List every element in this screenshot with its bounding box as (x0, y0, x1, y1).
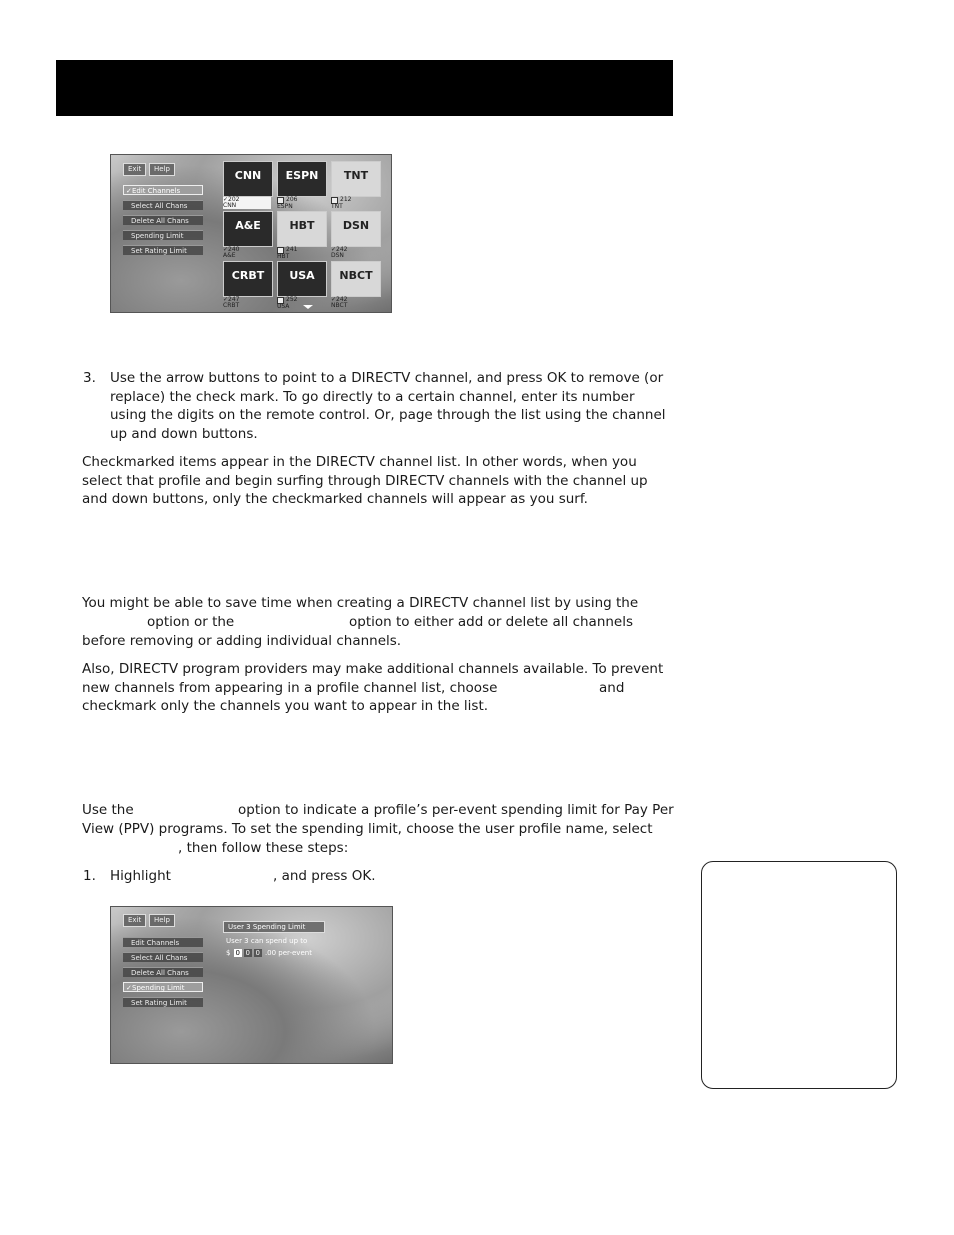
check-icon: ✓ (223, 196, 229, 203)
spending-line-2: View (PPV) programs. To set the spending limit, choose the user profile name, select (82, 821, 653, 837)
channel-number: 206 (286, 196, 298, 203)
channel-number: 242 (336, 296, 348, 303)
step-number: 1. (83, 868, 96, 884)
spending-fragment: Use the (82, 802, 134, 818)
channel-label (331, 197, 379, 209)
menu-label: Select All Chans (131, 954, 188, 962)
menu-label: Delete All Chans (131, 969, 189, 977)
channel-tile[interactable] (277, 261, 327, 297)
channel-logo: HBT (289, 219, 315, 232)
channel-label (331, 297, 379, 309)
menu-label: Edit Channels (131, 939, 180, 947)
menu-set-rating-limit[interactable] (123, 245, 203, 255)
menu-delete-all-chans[interactable] (123, 215, 203, 225)
channel-call: TNT (331, 203, 343, 210)
save-time-line-3: before removing or adding individual channels. (82, 633, 402, 649)
scroll-down-icon[interactable] (303, 305, 313, 309)
limit-description: User 3 can spend up to (226, 937, 308, 945)
spending-fragment: , then follow these steps: (178, 840, 349, 856)
channel-tile[interactable] (277, 161, 327, 197)
limit-digit[interactable]: 0 (245, 949, 250, 957)
channel-label (223, 297, 271, 309)
channel-logo: CRBT (231, 269, 265, 282)
menu-spending-limit[interactable] (123, 230, 203, 240)
panel-title: User 3 Spending Limit (223, 921, 325, 933)
channel-tile[interactable] (223, 161, 273, 197)
menu-label: Set Rating Limit (131, 999, 187, 1007)
check-icon: ✓ (223, 296, 229, 303)
channel-logo: ESPN (285, 169, 319, 182)
step-1-fragment: , and press OK. (273, 868, 376, 884)
channel-number: 242 (336, 246, 348, 253)
check-icon: ✓ (223, 246, 229, 253)
header-bar (56, 60, 673, 116)
sidebar-note-box (701, 861, 897, 1089)
channel-call: CNN (223, 202, 237, 209)
channel-tile[interactable] (277, 211, 327, 247)
check-icon: ✓ (126, 984, 132, 992)
channel-tile[interactable] (331, 211, 381, 247)
menu-edit-channels[interactable] (123, 937, 203, 947)
menu-select-all-chans[interactable] (123, 200, 203, 210)
menu-label: Delete All Chans (131, 217, 189, 225)
providers-line-1: Also, DIRECTV program providers may make additional channels available. To prevent (82, 661, 664, 677)
channel-logo: NBCT (339, 269, 373, 282)
channel-label (277, 297, 325, 309)
exit-button[interactable]: Exit (123, 163, 146, 176)
channel-logo: A&E (235, 219, 261, 232)
channel-call: USA (277, 303, 290, 310)
limit-suffix: .00 per-event (264, 949, 312, 957)
help-button[interactable]: Help (149, 163, 175, 176)
providers-fragment: and (599, 680, 625, 696)
exit-button[interactable]: Exit (123, 914, 146, 927)
limit-digit[interactable]: 0 (255, 949, 260, 957)
spending-limit-screenshot (110, 906, 393, 1064)
channel-logo: DSN (342, 219, 370, 232)
channel-call: CRBT (223, 302, 240, 309)
edit-channels-screenshot (110, 154, 392, 313)
channel-label (277, 197, 325, 209)
step-number: 3. (83, 370, 96, 386)
limit-entry-row (223, 949, 333, 957)
spending-fragment: option to indicate a profile’s per-event spending limit for Pay Per (238, 802, 674, 818)
channel-call: A&E (223, 252, 236, 259)
check-icon: ✓ (126, 187, 132, 195)
check-icon: ✓ (331, 296, 337, 303)
save-time-fragment: option to either add or delete all channels (349, 614, 634, 630)
step-1-fragment: Highlight (110, 868, 171, 884)
channel-number: 202 (228, 196, 240, 203)
channel-label (223, 197, 271, 209)
channel-logo: TNT (343, 169, 369, 182)
channel-number: 241 (286, 246, 298, 253)
menu-label: Spending Limit (132, 984, 185, 992)
menu-label: Spending Limit (131, 232, 184, 240)
menu-label: Select All Chans (131, 202, 188, 210)
limit-digit[interactable]: 0 (235, 949, 240, 957)
channel-tile[interactable] (223, 261, 273, 297)
menu-label: Set Rating Limit (131, 247, 187, 255)
channel-number: 247 (228, 296, 240, 303)
channel-logo: CNN (234, 169, 262, 182)
providers-line-3: checkmark only the channels you want to appear in the list. (82, 698, 489, 714)
check-icon: ✓ (331, 246, 337, 253)
channel-number: 240 (228, 246, 240, 253)
channel-number: 212 (340, 196, 352, 203)
save-time-line-1: You might be able to save time when creating a DIRECTV channel list by using the (82, 595, 639, 611)
menu-set-rating-limit[interactable] (123, 997, 203, 1007)
currency-symbol: $ (226, 949, 231, 957)
menu-edit-channels[interactable] (123, 185, 203, 195)
channel-tile[interactable] (331, 261, 381, 297)
help-button[interactable]: Help (149, 914, 175, 927)
channel-label (331, 247, 379, 259)
channel-call: ESPN (277, 203, 293, 210)
channel-tile[interactable] (331, 161, 381, 197)
channel-call: DSN (331, 252, 344, 259)
menu-spending-limit[interactable] (123, 982, 203, 992)
channel-call: NBCT (331, 302, 348, 309)
menu-delete-all-chans[interactable] (123, 967, 203, 977)
spending-limit-panel (223, 921, 333, 957)
checkmarked-paragraph: Checkmarked items appear in the DIRECTV channel list. In other words, when you select that profile and begin surfing through DIRECTV channels with the channel up and down buttons, only the checkmarked channels will appear as you surf. (82, 454, 648, 508)
step-3-text: Use the arrow buttons to point to a DIRECTV channel, and press OK to remove (or replace) the check mark. To go directly to a certain channel, enter its number using the digits on the remote control. Or, page through the list using the channel up and down buttons. (110, 370, 666, 443)
save-time-fragment: option or the (147, 614, 235, 630)
channel-number: 252 (286, 296, 298, 303)
menu-label: Edit Channels (132, 187, 181, 195)
channel-label (223, 247, 271, 259)
channel-call: HBT (277, 253, 290, 260)
channel-tile[interactable] (223, 211, 273, 247)
channel-label (277, 247, 325, 259)
menu-select-all-chans[interactable] (123, 952, 203, 962)
channel-logo: USA (289, 269, 315, 282)
providers-line-2: new channels from appearing in a profile channel list, choose (82, 680, 498, 696)
